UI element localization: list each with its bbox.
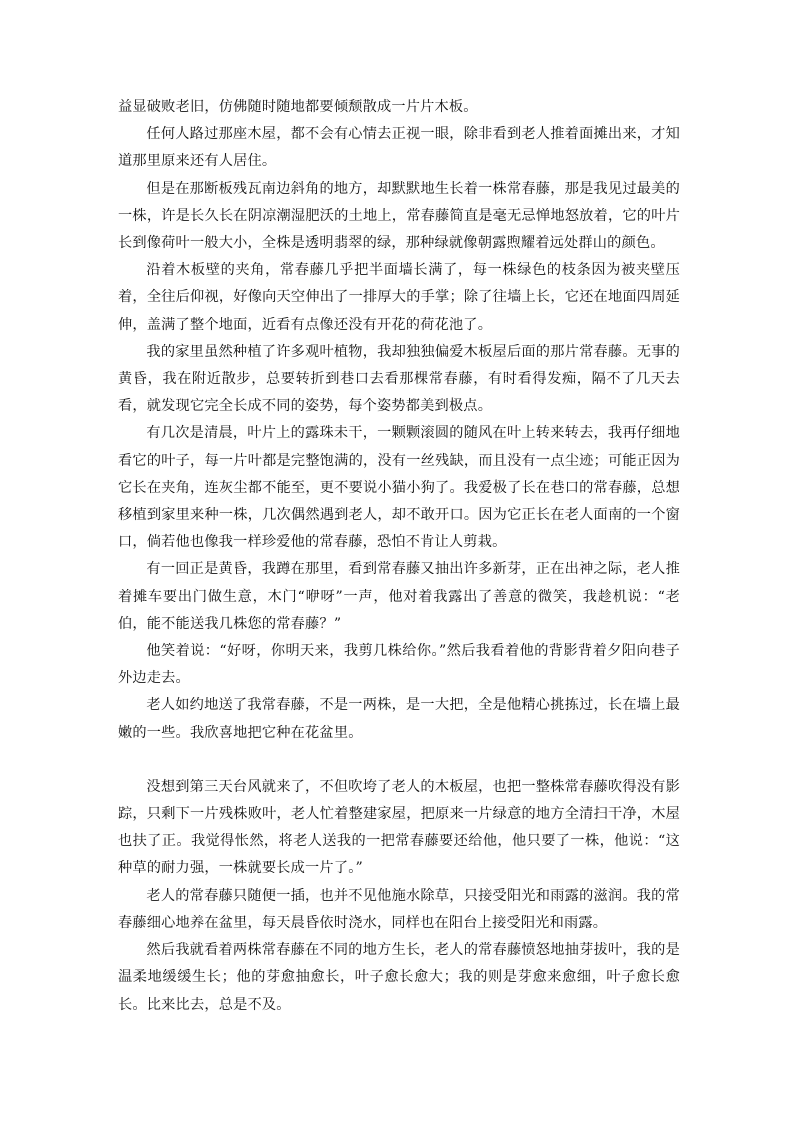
section-gap	[118, 747, 680, 774]
paragraph-5: 我的家里虽然种植了许多观叶植物，我却独独偏爱木板屋后面的那片常春藤。无事的黄昏，我在附近散步，总要转折到巷口去看那棵常春藤，有时看得发痴，隔不了几天去看，就发现它完全长成不同的姿势，每个姿势都美到极点。	[118, 343, 680, 415]
paragraph-6: 有几次是清晨，叶片上的露珠未干，一颗颗滚圆的随风在叶上转来转去，我再仔细地看它的叶子，每一片叶都是完整饱满的，没有一丝残缺，而且没有一点尘迹；可能正因为它长在夹角，连灰尘都不能至，更不要说小猫小狗了。我爱极了长在巷口的常春藤，总想移植到家里来种一株，几次偶然遇到老人，却不敢开口。因为它正长在老人面南的一个窗口，倘若他也像我一样珍爱他的常春藤，恐怕不肯让人剪栽。	[118, 425, 680, 551]
paragraph-9: 老人如约地送了我常春藤，不是一两株，是一大把，全是他精心挑拣过，长在墙上最嫩的一些。我欣喜地把它种在花盆里。	[118, 697, 680, 741]
paragraph-11: 老人的常春藤只随便一插，也并不见他施水除草，只接受阳光和雨露的滋润。我的常春藤细心地养在盆里，每天晨昏依时浇水，同样也在阳台上接受阳光和雨露。	[118, 887, 680, 931]
document-body	[118, 94, 680, 1019]
paragraph-1: 益显破败老旧，仿佛随时随地都要倾颓散成一片片木板。	[118, 99, 478, 115]
paragraph-10: 没想到第三天台风就来了，不但吹垮了老人的木板屋，也把一整株常春藤吹得没有影踪，只剩下一片残株败叶，老人忙着整建家屋，把原来一片绿意的地方全清扫干净，木屋也扶了正。我觉得怅然，将老人送我的一把常春藤要还给他，他只要了一株，他说：“这种草的耐力强，一株就要长成一片了。”	[118, 778, 680, 877]
paragraph-12: 然后我就看着两株常春藤在不同的地方生长，老人的常春藤愤怒地抽芽拔叶，我的是温柔地缓缓生长；他的芽愈抽愈长，叶子愈长愈大；我的则是芽愈来愈细，叶子愈长愈长。比来比去，总是不及。	[118, 942, 680, 1013]
paragraph-7: 有一回正是黄昏，我蹲在那里，看到常春藤又抽出许多新芽，正在出神之际，老人推着摊车要出门做生意，木门“咿呀”一声，他对着我露出了善意的微笑，我趁机说：“老伯，能不能送我几株您的常春藤？”	[118, 561, 680, 632]
paragraph-3: 但是在那断板残瓦南边斜角的地方，却默默地生长着一株常春藤，那是我见过最美的一株，许是长久长在阴凉潮湿肥沃的土地上，常春藤简直是毫无忌惮地怒放着，它的叶片长到像荷叶一般大小，全株是透明翡翠的绿，那种绿就像朝露煦耀着远处群山的颜色。	[118, 180, 680, 252]
paragraph-8: 他笑着说：“好呀，你明天来，我剪几株给你。”然后我看着他的背影背着夕阳向巷子外边走去。	[118, 643, 680, 687]
paragraph-2: 任何人路过那座木屋，都不会有心情去正视一眼，除非看到老人推着面摊出来，才知道那里原来还有人居住。	[118, 126, 680, 170]
paragraph-4: 沿着木板壁的夹角，常春藤几乎把半面墙长满了，每一株绿色的枝条因为被夹壁压着，全往后仰视，好像向天空伸出了一排厚大的手掌；除了往墙上长，它还在地面四周延伸，盖满了整个地面，近看有点像还没有开花的荷花池了。	[118, 262, 680, 333]
